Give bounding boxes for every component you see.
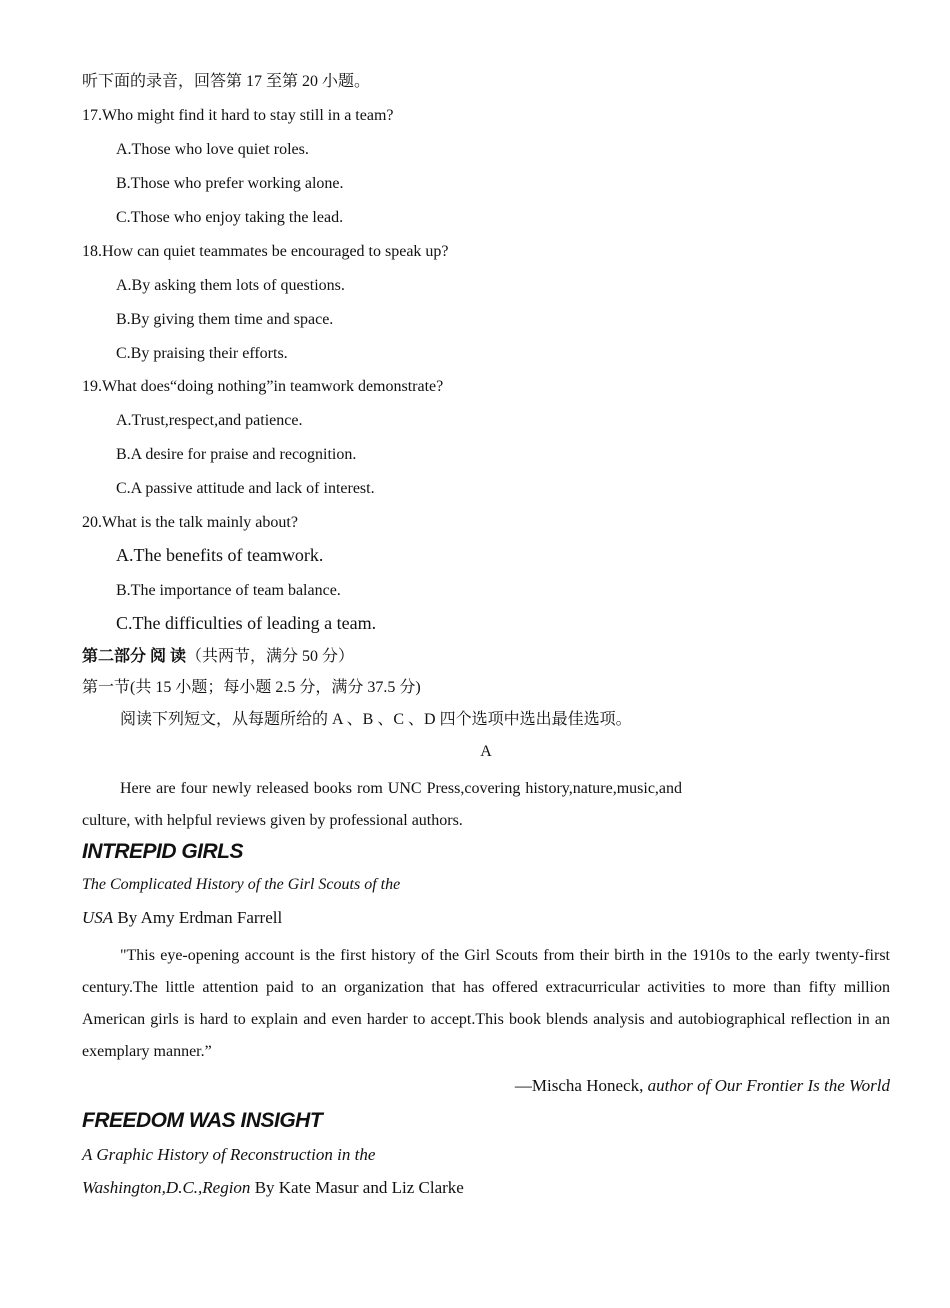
book-1-reviewer-line xyxy=(515,1076,890,1096)
book-1-review: "This eye-opening account is the first history of the Girl Scouts from their birth in the 1910s to the early twenty-first century.The little attention paid to an organization that has offered extracurricular activities to more than fifty million American girls is hard to explain and even harder to accept.This book blends analysis and autobiographical reflection in an exemplary manner.” xyxy=(82,947,890,1060)
book-2-subtitle-line-2 xyxy=(82,1178,464,1198)
book-2-subtitle-italic: Washington,D.C.,Region xyxy=(82,1178,251,1197)
reading-instruction: 阅读下列短文，从每题所给的 A 、B 、C 、D 四个选项中选出最佳选项。 xyxy=(120,711,632,728)
book-1-title: INTREPID GIRLS xyxy=(82,840,244,863)
part2-heading: 第二部分 阅 读 xyxy=(82,648,187,665)
book-1-subtitle-line-2 xyxy=(82,908,282,928)
question-19-option-a: A.Trust,respect,and patience. xyxy=(116,412,303,429)
book-1-subtitle-line-1: The Complicated History of the Girl Scouts of the xyxy=(82,876,401,893)
book-1-reviewer: —Mischa Honeck, xyxy=(514,1076,648,1095)
question-18-option-c: C.By praising their efforts. xyxy=(116,345,288,362)
question-20-option-c: C.The difficulties of leading a team. xyxy=(116,613,377,633)
book-1-subtitle-italic: USA xyxy=(82,908,114,927)
question-18-option-b: B.By giving them time and space. xyxy=(116,311,334,328)
book-2-title: FREEDOM WAS INSIGHT xyxy=(82,1109,323,1132)
question-18-stem: 18.How can quiet teammates be encouraged to speak up? xyxy=(82,243,449,260)
book-2-byline: By Kate Masur and Liz Clarke xyxy=(250,1178,464,1197)
question-19-stem: 19.What does“doing nothing”in teamwork demonstrate? xyxy=(82,378,444,395)
passage-intro-line-1: Here are four newly released books rom UNC Press,covering history,nature,music,and xyxy=(120,780,683,797)
book-1-reviewer-role: author of Our Frontier Is the World xyxy=(647,1076,890,1095)
question-20-stem: 20.What is the talk mainly about? xyxy=(82,514,298,531)
question-20-option-b: B.The importance of team balance. xyxy=(116,582,341,599)
question-17-stem: 17.Who might find it hard to stay still in a team? xyxy=(82,107,394,124)
question-19-option-c: C.A passive attitude and lack of interest. xyxy=(116,480,375,497)
section1-heading: 第一节(共 15 小题；每小题 2.5 分，满分 37.5 分) xyxy=(82,679,421,696)
question-17-option-c: C.Those who enjoy taking the lead. xyxy=(116,209,344,226)
passage-intro-line-2: culture, with helpful reviews given by professional authors. xyxy=(82,812,463,829)
part2-heading-line xyxy=(82,647,354,667)
question-18-option-a: A.By asking them lots of questions. xyxy=(116,277,345,294)
book-1-byline: By Amy Erdman Farrell xyxy=(113,908,283,927)
question-20-option-a: A.The benefits of teamwork. xyxy=(116,545,324,565)
listening-intro: 听下面的录音，回答第 17 至第 20 小题。 xyxy=(82,73,371,90)
part2-heading-note: （共两节，满分 50 分） xyxy=(186,648,355,665)
passage-label: A xyxy=(480,743,492,760)
question-19-option-b: B.A desire for praise and recognition. xyxy=(116,446,357,463)
book-2-subtitle-line-1: A Graphic History of Reconstruction in the xyxy=(82,1145,376,1164)
question-17-option-b: B.Those who prefer working alone. xyxy=(116,175,344,192)
question-17-option-a: A.Those who love quiet roles. xyxy=(116,141,309,158)
